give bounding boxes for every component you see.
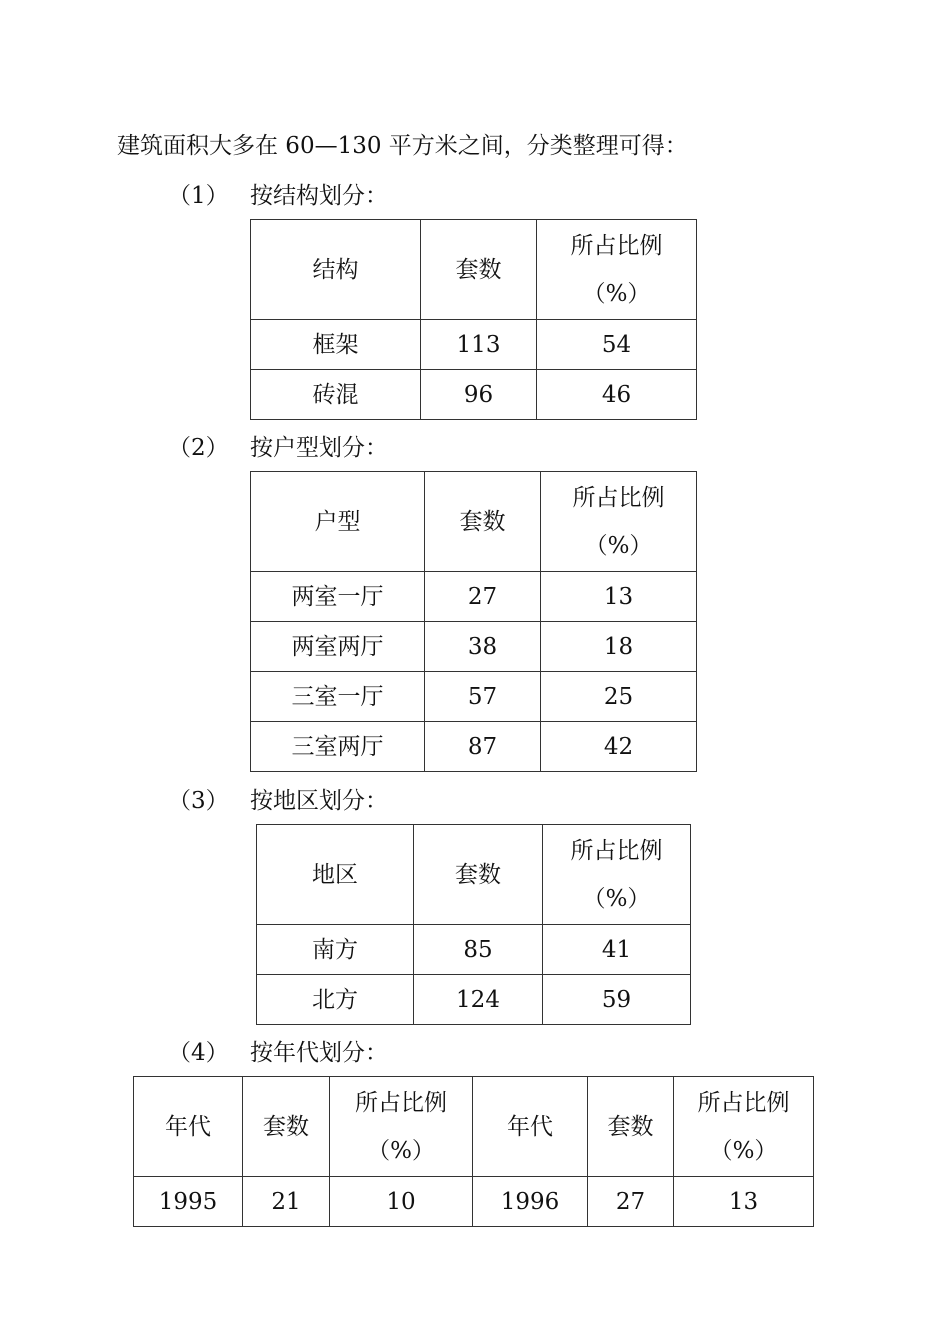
table-row [251,370,697,420]
table-cell: 124 [414,975,543,1025]
table-cell: 三室两厅 [251,722,425,772]
table-header-row [251,472,697,572]
table-cell: 85 [414,925,543,975]
year-table [133,1076,814,1227]
header-cell: 结构 [251,220,421,320]
table-cell: 54 [537,320,697,370]
table-cell: 57 [425,672,541,722]
table-cell: 南方 [257,925,414,975]
section-1-title: 按结构划分： [250,183,388,209]
table-cell: 北方 [257,975,414,1025]
section-1-number: （1） [168,183,229,209]
section-4-title: 按年代划分： [250,1040,388,1066]
table-cell: 41 [543,925,691,975]
header-cell: 所占比例 （%） [541,472,697,572]
table-cell: 27 [588,1177,674,1227]
structure-table [250,219,697,420]
table-cell: 25 [541,672,697,722]
table-cell: 两室两厅 [251,622,425,672]
table-row [251,572,697,622]
section-3-number: （3） [168,788,229,814]
table-cell: 59 [543,975,691,1025]
table-row [251,672,697,722]
table-cell: 42 [541,722,697,772]
header-cell: 套数 [588,1077,674,1177]
table-header-row [257,825,691,925]
table-cell: 框架 [251,320,421,370]
intro-text: 建筑面积大多在 60—130 平方米之间，分类整理可得： [117,133,688,159]
header-cell: 所占比例 （%） [674,1077,814,1177]
header-cell: 套数 [414,825,543,925]
table-cell: 46 [537,370,697,420]
table-cell: 87 [425,722,541,772]
section-2-number: （2） [168,435,229,461]
table-cell: 1996 [473,1177,588,1227]
table-cell: 113 [421,320,537,370]
table-cell: 砖混 [251,370,421,420]
table-cell: 1995 [134,1177,243,1227]
header-cell: 套数 [425,472,541,572]
table-row [251,722,697,772]
table-row [134,1177,814,1227]
table-cell: 18 [541,622,697,672]
header-cell: 所占比例 （%） [543,825,691,925]
table-cell: 27 [425,572,541,622]
table-row [257,975,691,1025]
table-cell: 三室一厅 [251,672,425,722]
table-header-row [251,220,697,320]
table-cell: 13 [674,1177,814,1227]
table-cell: 96 [421,370,537,420]
header-cell: 套数 [243,1077,330,1177]
table-cell: 13 [541,572,697,622]
header-cell: 年代 [134,1077,243,1177]
header-cell: 所占比例 （%） [330,1077,473,1177]
section-4-number: （4） [168,1040,229,1066]
table-cell: 38 [425,622,541,672]
table-cell: 两室一厅 [251,572,425,622]
table-row [251,320,697,370]
section-3-title: 按地区划分： [250,788,388,814]
header-cell: 所占比例 （%） [537,220,697,320]
table-row [257,925,691,975]
header-cell: 套数 [421,220,537,320]
region-table [256,824,691,1025]
layout-table [250,471,697,772]
header-cell: 地区 [257,825,414,925]
section-2-title: 按户型划分： [250,435,388,461]
header-cell: 年代 [473,1077,588,1177]
table-cell: 10 [330,1177,473,1227]
table-header-row [134,1077,814,1177]
table-row [251,622,697,672]
table-cell: 21 [243,1177,330,1227]
header-cell: 户型 [251,472,425,572]
